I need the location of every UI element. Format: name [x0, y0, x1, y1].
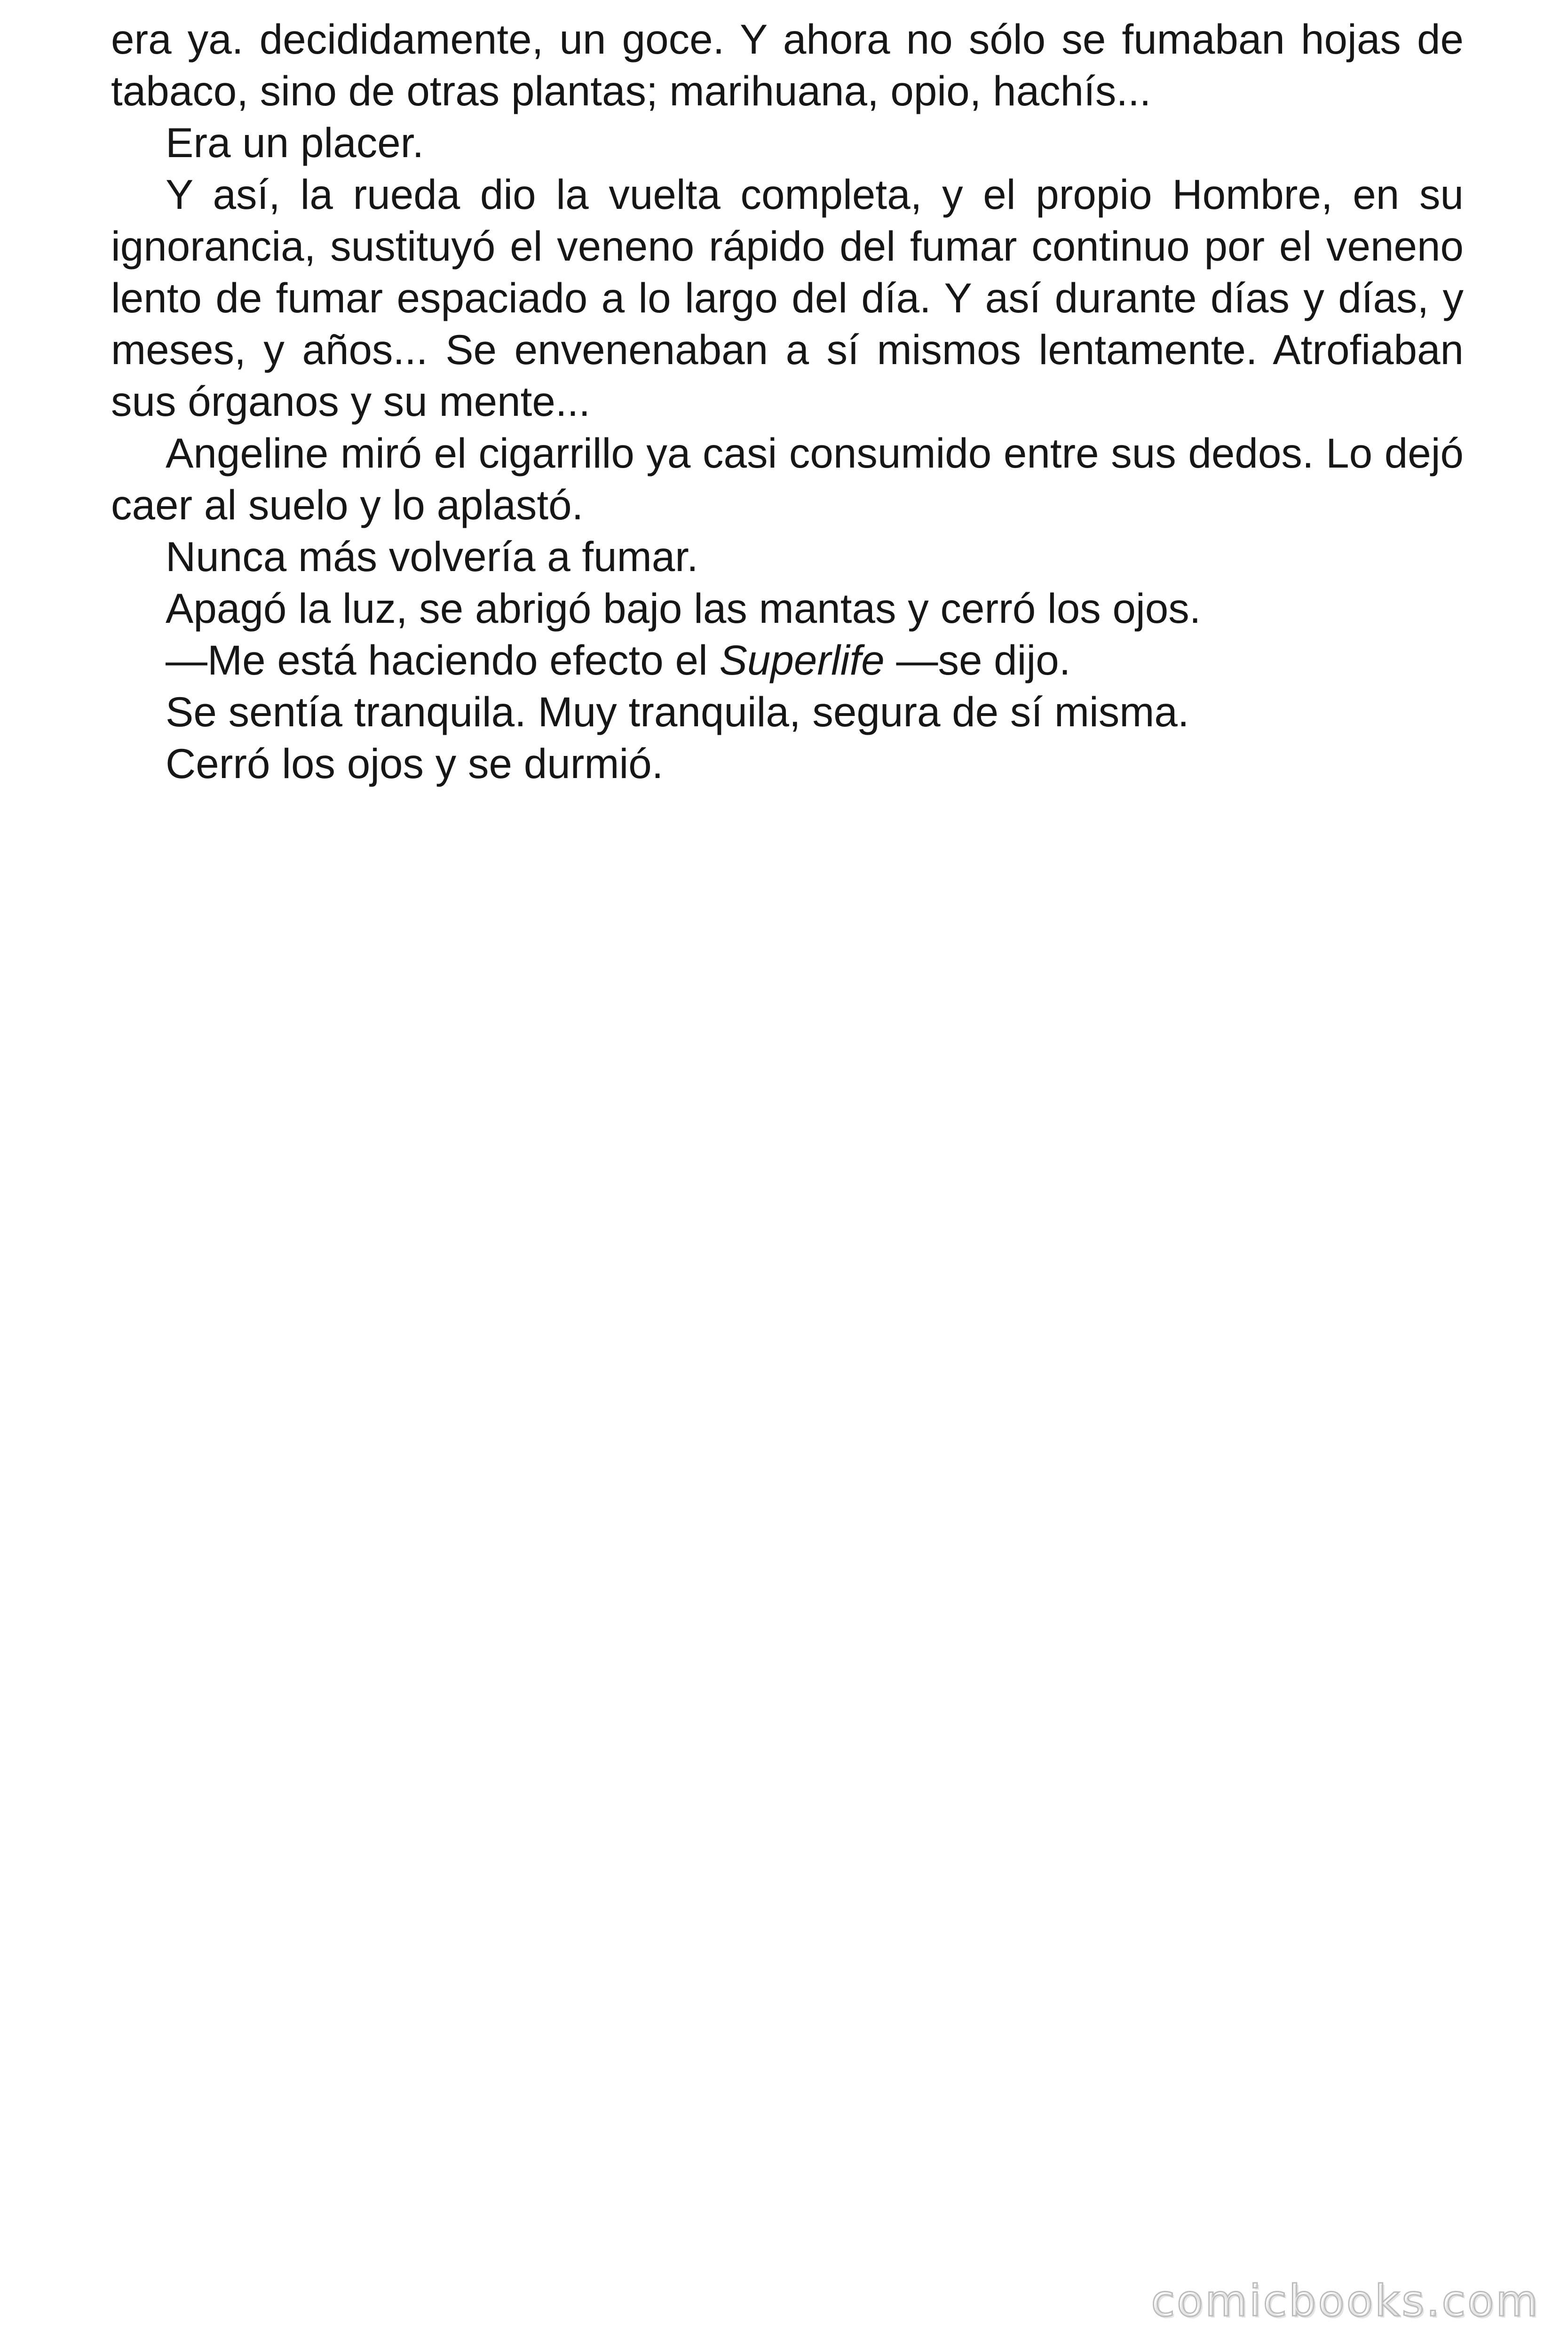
paragraph-2: Era un placer. [166, 119, 424, 166]
body-text [111, 13, 1464, 789]
paragraph-7 [111, 634, 1464, 686]
paragraph-1: era ya. decididamente, un goce. Y ahora no sólo se fumaban hojas de tabaco, sino de otras plantas; marihuana, opio, hachís... [111, 16, 1464, 114]
paragraph-3: Y así, la rueda dio la vuelta completa, y el propio Hombre, en su ignorancia, sustituyó el veneno rápido del fumar continuo por el veneno lento de fumar espaciado a lo largo del día. Y así durante días y días, y meses, y años... Se envenenaban a sí mismos lentamente. Atrofiaban sus órganos y su mente... [111, 171, 1464, 425]
paragraph-6: Apagó la luz, se abrigó bajo las mantas y cerró los ojos. [166, 585, 1201, 632]
paragraph-7-start: —Me está haciendo efecto el [166, 636, 720, 683]
paragraph-7-italic: Superlife [719, 636, 885, 683]
paragraph-5: Nunca más volvería a fumar. [166, 533, 698, 580]
paragraph-4: Angeline miró el cigarrillo ya casi consumido entre sus dedos. Lo dejó caer al suelo y lo aplastó. [111, 429, 1464, 528]
watermark-logo: comicbooks.com [1151, 2276, 1540, 2326]
paragraph-8: Se sentía tranquila. Muy tranquila, segura de sí misma. [166, 688, 1189, 735]
paragraph-7-end: —se dijo. [884, 636, 1071, 683]
paragraph-9: Cerró los ojos y se durmió. [166, 740, 664, 787]
